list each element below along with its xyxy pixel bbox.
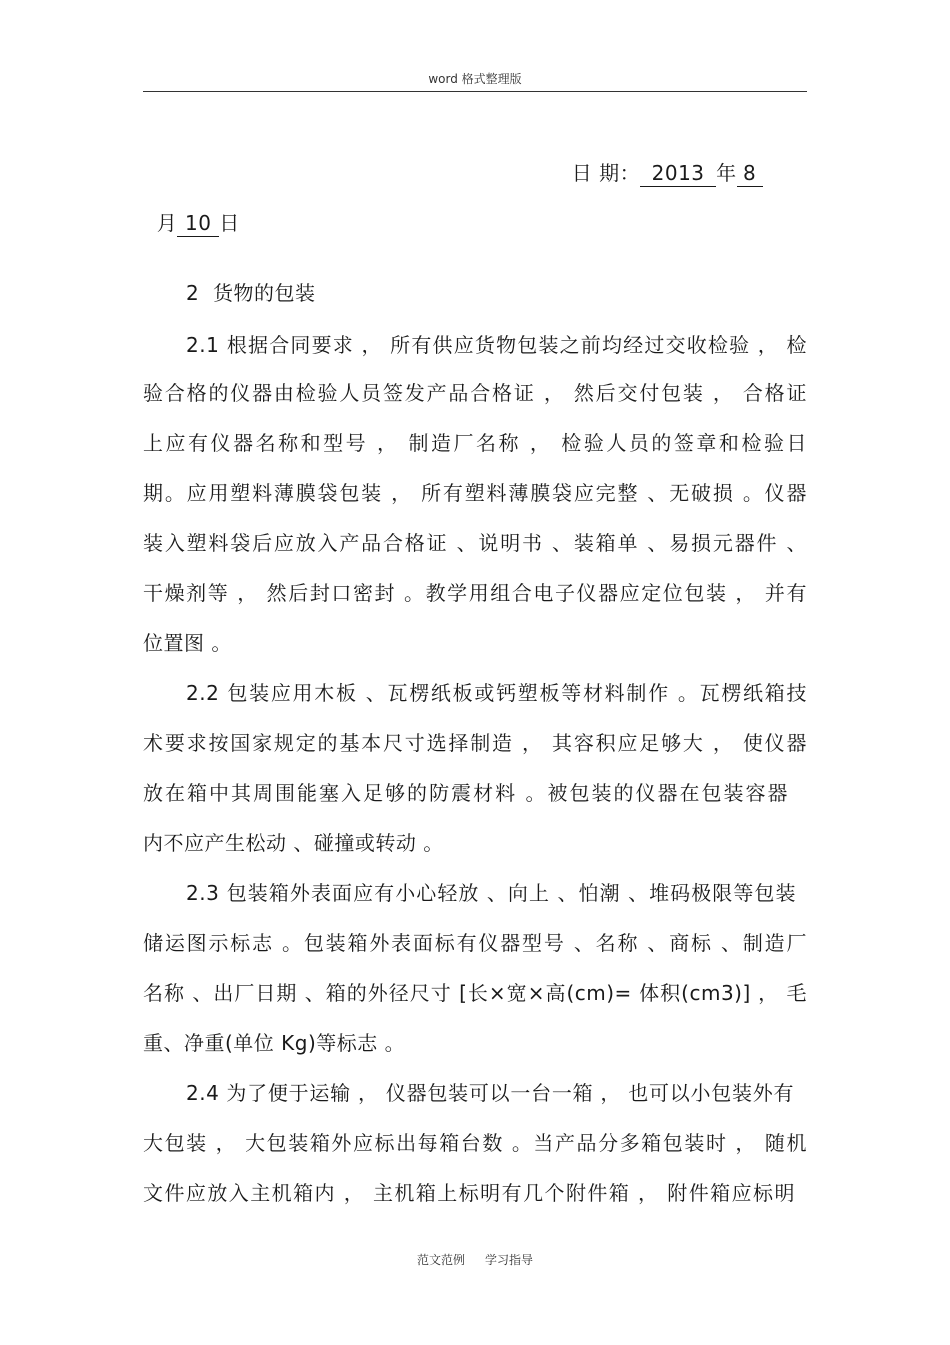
header-divider <box>143 91 807 92</box>
paragraph-line: 放在箱中其周围能塞入足够的防震材料 。被包装的仪器在包装容器 <box>143 781 788 805</box>
footer-left: 范文范例 <box>416 1253 465 1267</box>
date-day: 10 <box>177 210 219 237</box>
paragraph-line: 储运图示标志 。包装箱外表面标有仪器型号 、名称 、商标 、制造厂 <box>143 931 807 955</box>
section-title: 2 货物的包装 <box>186 281 316 305</box>
paragraph-line: 2.2 包装应用木板 、瓦楞纸板或钙塑板等材料制作 。瓦楞纸箱技 <box>186 681 807 705</box>
paragraph-line: 验合格的仪器由检验人员签发产品合格证 ， 然后交付包装 ， 合格证 <box>143 381 807 405</box>
paragraph-line: 2.3 包装箱外表面应有小心轻放 、向上 、怕潮 、堆码极限等包装 <box>186 881 796 905</box>
paragraph-line: 期。应用塑料薄膜袋包装 ， 所有塑料薄膜袋应完整 、无破损 。仪器 <box>143 481 807 505</box>
date-year-suffix: 年 <box>716 161 737 185</box>
paragraph-line: 术要求按国家规定的基本尺寸选择制造 ， 其容积应足够大 ， 使仪器 <box>143 731 807 755</box>
paragraph-line: 名称 、出厂日期 、箱的外径尺寸 [长×宽×高(cm)= 体积(cm3)] ， 毛 <box>143 981 807 1005</box>
date-month: 8 <box>737 160 763 187</box>
page-header: word 格式整理版 <box>428 72 522 86</box>
date-month-suffix: 月 <box>156 211 178 235</box>
paragraph-line: 重、净重(单位 Kg)等标志 。 <box>143 1031 406 1055</box>
paragraph-line: 2.4 为了便于运输 ， 仪器包装可以一台一箱 ， 也可以小包装外有 <box>186 1081 794 1105</box>
date-label: 日 期： <box>571 161 641 185</box>
date-day-suffix: 日 <box>219 211 240 235</box>
paragraph-line: 大包装 ， 大包装箱外应标出每箱台数 。当产品分多箱包装时 ， 随机 <box>143 1131 807 1155</box>
paragraph-line: 文件应放入主机箱内 ， 主机箱上标明有几个附件箱 ， 附件箱应标明 <box>143 1181 795 1205</box>
date-year: 2013 <box>640 160 716 187</box>
paragraph-line: 2.1 根据合同要求 ， 所有供应货物包装之前均经过交收检验 ， 检 <box>186 333 807 357</box>
paragraph-line: 上应有仪器名称和型号 ， 制造厂名称 ， 检验人员的签章和检验日 <box>143 431 807 455</box>
paragraph-line: 干燥剂等 ， 然后封口密封 。教学用组合电子仪器应定位包装 ， 并有 <box>143 581 807 605</box>
paragraph-line: 位置图 。 <box>143 631 232 655</box>
page-footer <box>0 1251 950 1268</box>
date-line-2 <box>143 178 807 238</box>
paragraph-line: 装入塑料袋后应放入产品合格证 、说明书 、装箱单 、易损元器件 、 <box>143 531 807 555</box>
paragraph-line: 内不应产生松动 、碰撞或转动 。 <box>143 831 444 855</box>
footer-right: 学习指导 <box>485 1253 534 1267</box>
